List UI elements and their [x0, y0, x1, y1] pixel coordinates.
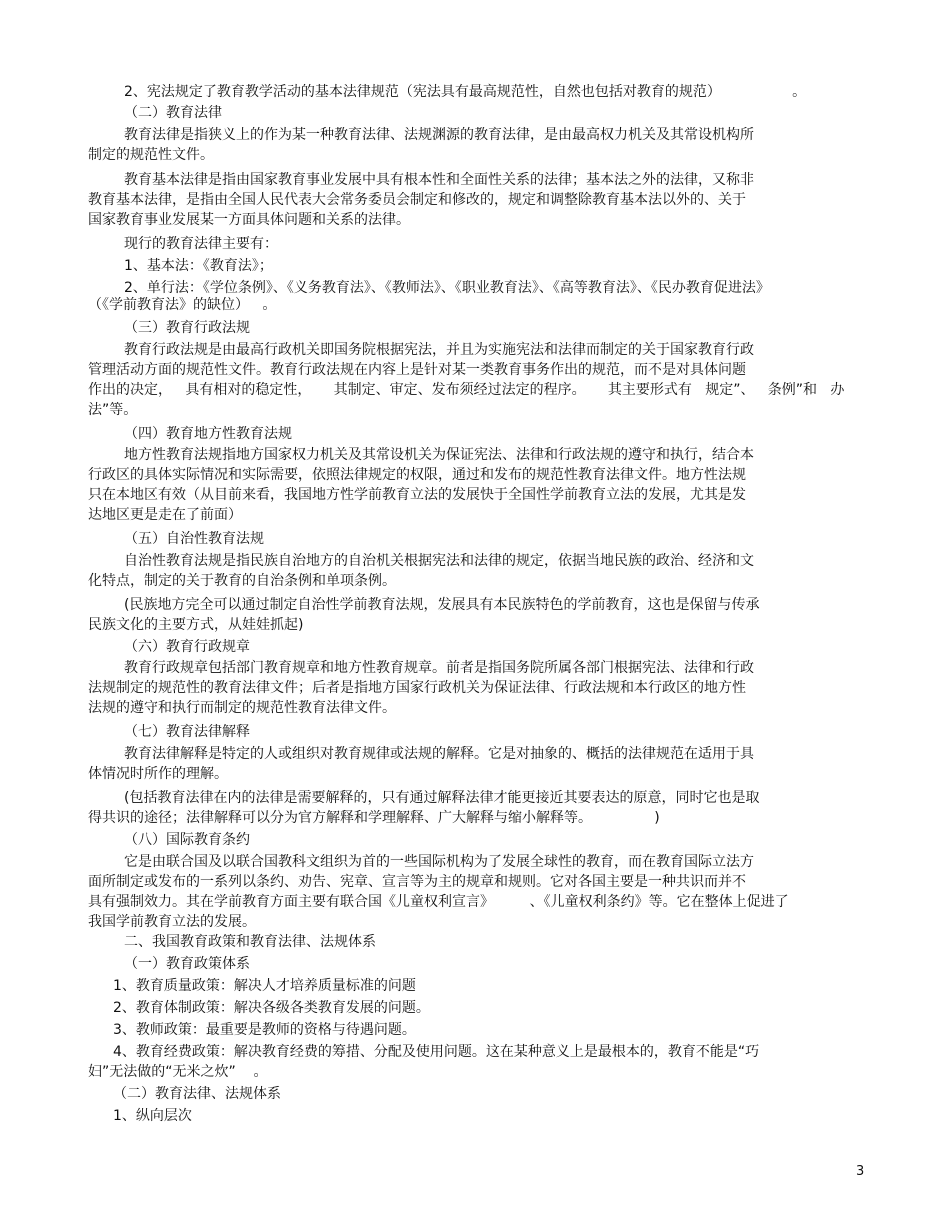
text-line: 教育基本法律，是指由全国人民代表大会常务委员会制定和修改的，规定和调整除教育基本法以外的、关于 [88, 192, 746, 208]
text-line: （二）教育法律 [124, 105, 222, 121]
text-line: 法规的遵守和执行而制定的规范性教育法律文件。 [88, 700, 396, 716]
text-line: 自治性教育法规是指民族自治地方的自治机关根据宪法和法律的规定，依据当地民族的政治、经济和文 [124, 553, 754, 569]
text-line: 4、教育经费政策：解决教育经费的筹措、分配及使用问题。这在某种意义上是最根本的，教育不能是“巧 [113, 1044, 760, 1060]
text-line: （二）教育法律、法规体系 [113, 1086, 281, 1102]
text-line: 化特点，制定的关于教育的自治条例和单项条例。 [88, 573, 396, 589]
text-line: 它是由联合国及以联合国教科文组织为首的一些国际机构为了发展全球性的教育，而在教育国际立法方 [124, 854, 754, 870]
text-line: （六）教育行政规章 [124, 639, 250, 655]
text-line: (包括教育法律在内的法律是需要解释的，只有通过解释法律才能更接近其要表达的原意，同时它也是取 [124, 790, 760, 806]
text-line: 行政区的具体实际情况和实际需要，依照法律规定的权限，通过和发布的规范性教育法律文件。地方性法规 [88, 467, 746, 483]
text-line: 教育法律是指狭义上的作为某一种教育法律、法规渊源的教育法律，是由最高权力机关及其常设机构所 [124, 127, 754, 143]
text-line: 只在本地区有效（从目前来看，我国地方性学前教育立法的发展快于全国性学前教育立法的发展，尤其是发 [88, 487, 746, 503]
text-line: 教育基本法律是指由国家教育事业发展中具有根本性和全面性关系的法律；基本法之外的法律，又称非 [124, 172, 754, 188]
text-line: 1、教育质量政策：解决人才培养质量标准的问题 [113, 978, 416, 994]
text-line: 2、单行法：《学位条例》、《义务教育法》、《教师法》、《职业教育法》、《高等教育法》、《民办教育促进法》 [124, 280, 770, 296]
text-line: （一）教育政策体系 [124, 956, 250, 972]
text-line: 二、我国教育政策和教育法律、法规体系 [124, 934, 376, 950]
text-line: 具有强制效力。其在学前教育方面主要有联合国《儿童权利宣言》 、《儿童权利条约》等。它在整体上促进了 [88, 894, 789, 910]
text-line: 民族文化的主要方式，从娃娃抓起) [88, 617, 304, 633]
text-line: 现行的教育法律主要有： [124, 236, 278, 252]
page-number: 3 [856, 1164, 865, 1179]
text-line: （七）教育法律解释 [124, 724, 250, 740]
text-line: 得共识的途径；法律解释可以分为官方解释和学理解释、广大解释与缩小解释等。 ) [88, 810, 660, 826]
text-line: 妇”无法做的“无米之炊” 。 [88, 1064, 268, 1080]
text-line: 3、教师政策：最重要是教师的资格与待遇问题。 [113, 1022, 416, 1038]
text-line: 达地区更是走在了前面） [88, 507, 242, 523]
text-line: （《学前教育法》的缺位） 。 [88, 297, 277, 313]
text-line: 面所制定或发布的一系列以条约、劝告、宪章、宣言等为主的规章和规则。它对各国主要是一种共识而并不 [88, 874, 746, 890]
text-line: 法”等。 [88, 402, 138, 418]
text-line: （五）自治性教育法规 [124, 531, 264, 547]
text-line: 教育行政规章包括部门教育规章和地方性教育规章。前者是指国务院所属各部门根据宪法、法律和行政 [124, 660, 754, 676]
text-line: 2、宪法规定了教育教学活动的基本法律规范（宪法具有最高规范性，自然也包括对教育的规范） 。 [124, 84, 807, 100]
text-line: 2、教育体制政策：解决各级各类教育发展的问题。 [113, 1000, 430, 1016]
text-line: 地方性教育法规指地方国家权力机关及其常设机关为保证宪法、法律和行政法规的遵守和执行，结合本 [124, 447, 754, 463]
text-line: 教育行政法规是由最高行政机关即国务院根据宪法，并且为实施宪法和法律而制定的关于国家教育行政 [124, 342, 754, 358]
text-line: 作出的决定， 具有相对的稳定性， 其制定、审定、发布须经过法定的程序。 其主要形式有 规定”、 条例”和 办 [88, 382, 845, 398]
text-line: 体情况时所作的理解。 [88, 766, 228, 782]
text-line: 教育法律解释是特定的人或组织对教育规律或法规的解释。它是对抽象的、概括的法律规范在适用于具 [124, 746, 754, 762]
text-line: 国家教育事业发展某一方面具体问题和关系的法律。 [88, 212, 410, 228]
text-line: （三）教育行政法规 [124, 320, 250, 336]
text-line: 法规制定的规范性的教育法律文件；后者是指地方国家行政机关为保证法律、行政法规和本行政区的地方性 [88, 680, 746, 696]
text-line: 管理活动方面的规范性文件。教育行政法规在内容上是针对某一类教育事务作出的规范，而不是对具体问题 [88, 362, 746, 378]
text-line: 制定的规范性文件。 [88, 147, 214, 163]
text-line: （四）教育地方性教育法规 [124, 426, 292, 442]
text-line: （八）国际教育条约 [124, 832, 250, 848]
text-line: 1、基本法：《教育法》； [124, 258, 273, 274]
text-line: (民族地方完全可以通过制定自治性学前教育法规，发展具有本民族特色的学前教育，这也是保留与传承 [124, 597, 760, 613]
text-line: 我国学前教育立法的发展。 [88, 914, 256, 930]
text-line: 1、纵向层次 [113, 1108, 192, 1124]
